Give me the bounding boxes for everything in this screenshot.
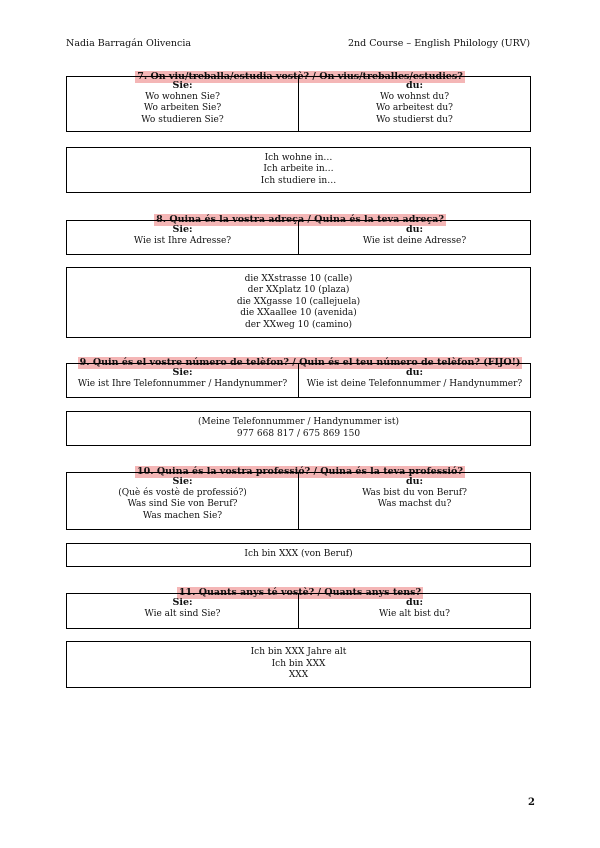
sie-cell: Sie: (Què és vostè de professió?) Was sind Sie von Beruf? Was machen Sie? bbox=[118, 476, 247, 521]
du-cell: du: Wie ist deine Telefonnummer / Handynummer? bbox=[298, 364, 530, 397]
page-number: 2 bbox=[528, 797, 535, 808]
section-11-answer: Ich bin XXX Jahre alt Ich bin XXX XXX bbox=[66, 641, 531, 688]
sie-cell: Sie: Wie ist Ihre Adresse? bbox=[133, 224, 232, 246]
du-cell: du: Wie ist deine Adresse? bbox=[298, 221, 530, 254]
sie-cell: Sie: Wo wohnen Sie? Wo arbeiten Sie? Wo studieren Sie? bbox=[141, 80, 224, 125]
du-cell: du: Was bist du von Beruf? Was machst du? bbox=[298, 473, 530, 529]
section-11-table bbox=[66, 593, 531, 629]
section-10-title: 10. Quina és la vostra professió? / Quina és la teva professió? bbox=[137, 466, 463, 477]
du-cell: du: Wo wohnst du? Wo arbeitest du? Wo studierst du? bbox=[298, 77, 530, 131]
section-9-title: 9. Quin és el vostre número de telèfon? / Quin és el teu número de telèfon? (FIJO!) bbox=[79, 357, 521, 368]
section-10-answer: Ich bin XXX (von Beruf) bbox=[66, 543, 531, 567]
header-course: 2nd Course – English Philology (URV) bbox=[348, 38, 531, 49]
section-11-title: 11. Quants anys té vostè? / Quants anys tens? bbox=[178, 587, 422, 598]
section-9-table bbox=[66, 363, 531, 398]
sie-cell: Sie: Wie alt sind Sie? bbox=[144, 597, 221, 619]
section-7-title: 7. On viu/treballa/estudia vostè? / On vius/treballes/estudies? bbox=[137, 71, 463, 82]
section-8-table bbox=[66, 220, 531, 255]
section-10-table bbox=[66, 472, 531, 530]
section-8-title: 8. Quina és la vostra adreça / Quina és la teva adreça? bbox=[156, 214, 444, 225]
du-cell: du: Wie alt bist du? bbox=[298, 594, 530, 628]
section-9-answer: (Meine Telefonnummer / Handynummer ist) 977 668 817 / 675 869 150 bbox=[66, 411, 531, 446]
section-8-answer: die XXstrasse 10 (calle) der XXplatz 10 (plaza) die XXgasse 10 (callejuela) die XXaallee 10 (avenida) der XXweg 10 (camino) bbox=[66, 267, 531, 338]
section-7-answer: Ich wohne in… Ich arbeite in… Ich studiere in… bbox=[66, 147, 531, 193]
section-7-table bbox=[66, 76, 531, 132]
sie-cell: Sie: Wie ist Ihre Telefonnummer / Handynummer? bbox=[77, 367, 288, 389]
header-author: Nadia Barragán Olivencia bbox=[66, 38, 192, 49]
